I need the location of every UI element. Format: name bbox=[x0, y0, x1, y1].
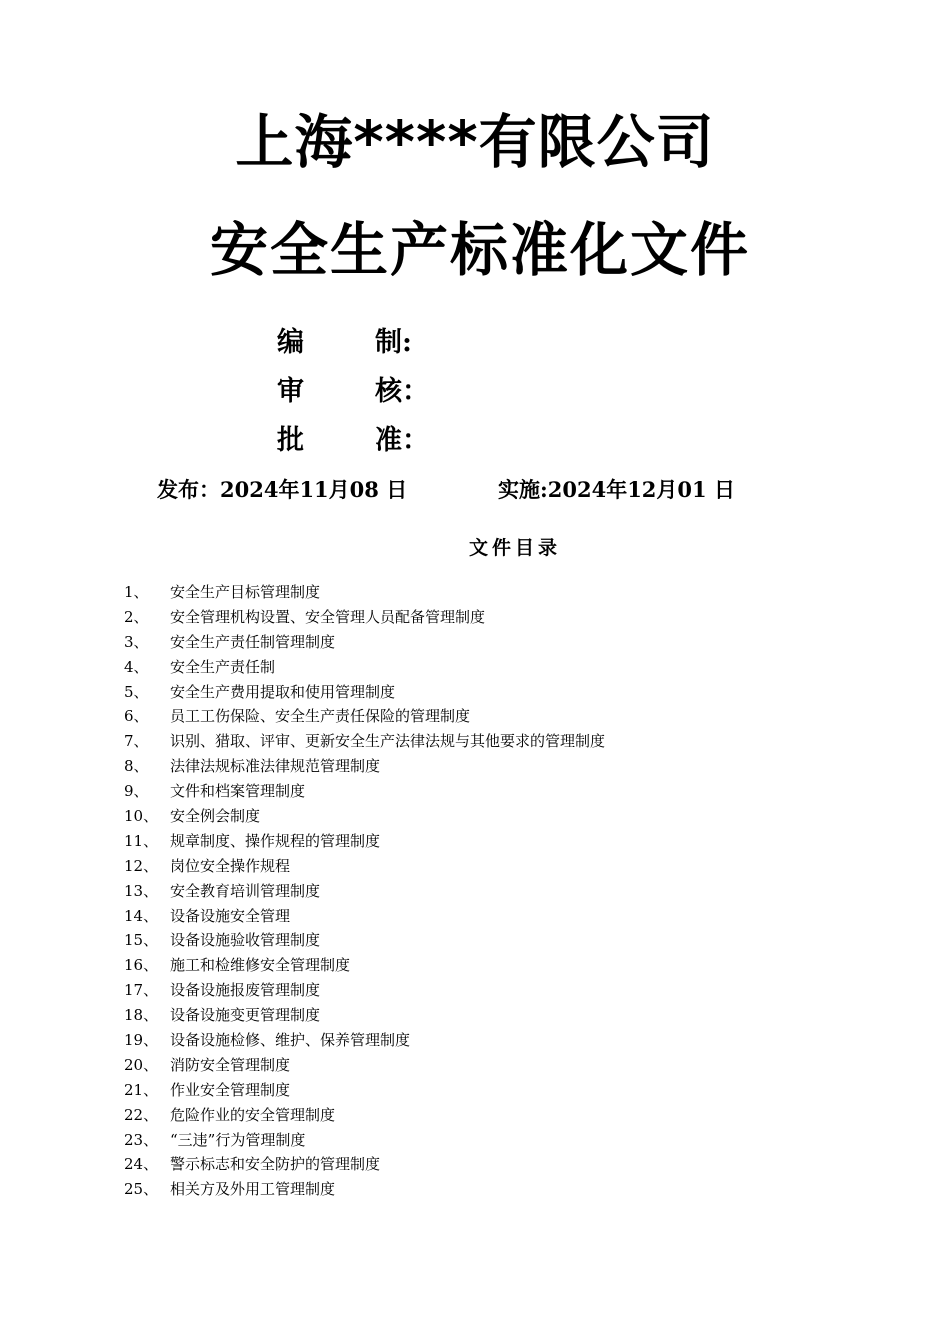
toc-item bbox=[124, 978, 605, 1003]
toc-item-number: 25、 bbox=[124, 1180, 159, 1199]
toc-item-title: 设备设施验收管理制度 bbox=[170, 931, 321, 950]
toc-item-title: 设备设施检修、维护、保养管理制度 bbox=[170, 1031, 411, 1050]
toc-item bbox=[124, 928, 605, 953]
toc-item-title: 安全管理机构设置、安全管理人员配备管理制度 bbox=[170, 607, 486, 626]
toc-item-number: 7、 bbox=[124, 732, 149, 751]
toc-item-title: 安全生产责任制管理制度 bbox=[170, 632, 336, 651]
toc-item-number: 8、 bbox=[124, 757, 149, 776]
toc-item bbox=[124, 854, 605, 879]
toc-item-number: 9、 bbox=[124, 782, 149, 801]
toc-item-number: 19、 bbox=[124, 1031, 159, 1050]
toc-item bbox=[124, 630, 605, 655]
toc-item bbox=[124, 729, 605, 754]
toc-item-title: 设备设施变更管理制度 bbox=[170, 1006, 321, 1025]
toc-item bbox=[124, 1103, 605, 1128]
reviewed-by-row bbox=[277, 375, 429, 409]
toc-item-title: 警示标志和安全防护的管理制度 bbox=[170, 1155, 381, 1174]
company-title: 上海****有限公司 bbox=[235, 108, 715, 176]
toc-item-title: 安全生产费用提取和使用管理制度 bbox=[170, 682, 396, 701]
toc-item bbox=[124, 879, 605, 904]
approved-by-row bbox=[277, 424, 429, 458]
toc-item bbox=[124, 754, 605, 779]
toc-item-title: 安全生产目标管理制度 bbox=[170, 583, 321, 601]
toc-item-number: 13、 bbox=[124, 881, 159, 900]
toc-item-number: 20、 bbox=[124, 1055, 159, 1074]
toc-item-number: 5、 bbox=[124, 682, 149, 701]
toc-item-title: 施工和检维修安全管理制度 bbox=[170, 956, 351, 975]
toc-item-title: 安全生产责任制 bbox=[170, 657, 276, 676]
toc-item-number: 22、 bbox=[124, 1105, 159, 1124]
reviewed-by-colon: ： bbox=[402, 376, 429, 407]
toc-item-title: 岗位安全操作规程 bbox=[170, 856, 291, 875]
compiled-by-row bbox=[277, 326, 412, 360]
compiled-by-label: 编制 bbox=[277, 327, 402, 358]
reviewed-by-label: 审核 bbox=[277, 376, 402, 407]
toc-item-number: 17、 bbox=[124, 981, 159, 1000]
toc-item-title: 员工工伤保险、安全生产责任保险的管理制度 bbox=[170, 707, 471, 726]
toc-item bbox=[124, 655, 605, 680]
toc-item-title: 设备设施报废管理制度 bbox=[170, 981, 321, 1000]
toc-item-title: “三违”行为管理制度 bbox=[170, 1130, 306, 1149]
toc-list bbox=[124, 580, 605, 1202]
implement-date: 实施:2024年12月01 日 bbox=[498, 477, 735, 502]
toc-item bbox=[124, 680, 605, 705]
toc-item bbox=[124, 779, 605, 804]
toc-item-title: 规章制度、操作规程的管理制度 bbox=[170, 831, 381, 850]
toc-item bbox=[124, 1152, 605, 1177]
toc-item bbox=[124, 804, 605, 829]
toc-item-number: 23、 bbox=[124, 1130, 159, 1149]
toc-item bbox=[124, 953, 605, 978]
toc-item-title: 识别、猎取、评审、更新安全生产法律法规与其他要求的管理制度 bbox=[170, 732, 606, 751]
toc-item-number: 6、 bbox=[124, 707, 149, 726]
toc-item-title: 消防安全管理制度 bbox=[170, 1055, 291, 1074]
toc-item bbox=[124, 1128, 605, 1153]
toc-item-title: 法律法规标准法律规范管理制度 bbox=[170, 757, 381, 776]
toc-item-number: 16、 bbox=[124, 956, 159, 975]
toc-item-number: 24、 bbox=[124, 1155, 159, 1174]
toc-item-title: 相关方及外用工管理制度 bbox=[170, 1180, 336, 1199]
approved-by-colon: ： bbox=[402, 425, 429, 456]
toc-item-number: 14、 bbox=[124, 906, 159, 925]
toc-item-number: 3、 bbox=[124, 632, 149, 651]
document-title: 安全生产标准化文件 bbox=[209, 216, 750, 284]
toc-heading: 文件目录 bbox=[469, 537, 562, 559]
toc-item-title: 危险作业的安全管理制度 bbox=[170, 1105, 336, 1124]
toc-item bbox=[124, 605, 605, 630]
toc-item bbox=[124, 704, 605, 729]
toc-item-title: 设备设施安全管理 bbox=[170, 906, 291, 925]
publish-date: 发布：2024年11月08 日 bbox=[157, 477, 408, 502]
compiled-by-colon: : bbox=[402, 327, 412, 358]
toc-item bbox=[124, 904, 605, 929]
toc-item bbox=[124, 1053, 605, 1078]
toc-item-number: 2、 bbox=[124, 607, 149, 626]
toc-item bbox=[124, 1177, 605, 1202]
approved-by-label: 批准 bbox=[277, 425, 402, 456]
toc-item-title: 安全例会制度 bbox=[170, 807, 261, 826]
toc-item-number: 10、 bbox=[124, 807, 159, 826]
toc-item bbox=[124, 1003, 605, 1028]
toc-item-title: 作业安全管理制度 bbox=[170, 1080, 291, 1099]
toc-item-number: 1、 bbox=[124, 583, 149, 601]
toc-item-title: 文件和档案管理制度 bbox=[170, 782, 306, 801]
toc-item-number: 11、 bbox=[124, 831, 159, 850]
toc-item-title: 安全教育培训管理制度 bbox=[170, 881, 321, 900]
toc-item bbox=[124, 1078, 605, 1103]
toc-item-number: 4、 bbox=[124, 657, 149, 676]
toc-item bbox=[124, 1028, 605, 1053]
toc-item bbox=[124, 829, 605, 854]
toc-item bbox=[124, 580, 605, 605]
toc-item-number: 15、 bbox=[124, 931, 159, 950]
toc-item-number: 21、 bbox=[124, 1080, 159, 1099]
toc-item-number: 18、 bbox=[124, 1006, 159, 1025]
toc-item-number: 12、 bbox=[124, 856, 159, 875]
